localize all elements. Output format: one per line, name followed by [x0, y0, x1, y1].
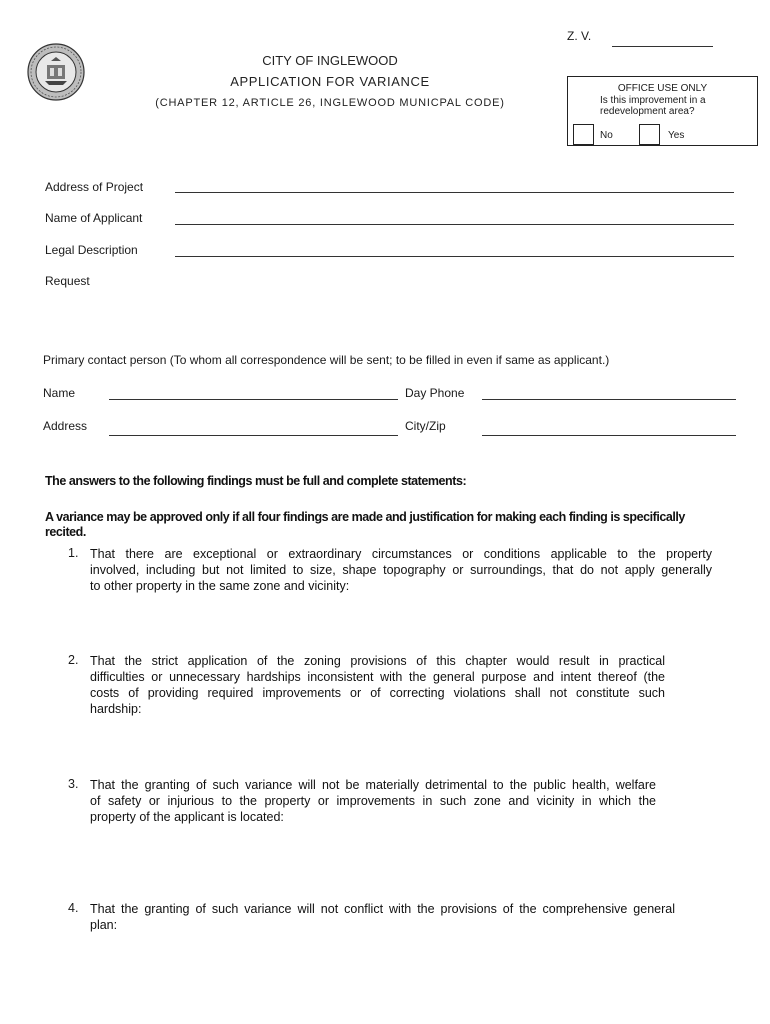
office-use-question: Is this improvement in a redevelopment area?: [600, 95, 706, 117]
yes-label: Yes: [668, 130, 685, 141]
request-label: Request: [45, 274, 90, 288]
form-title: APPLICATION FOR VARIANCE: [230, 74, 430, 89]
findings-note-line-1: A variance may be approved only if all four findings are made and justification for making each finding is specifically: [45, 510, 685, 524]
name-of-applicant-field[interactable]: [175, 224, 734, 225]
legal-description-label: Legal Description: [45, 243, 138, 257]
office-use-title: OFFICE USE ONLY: [617, 83, 708, 94]
finding-3-number: 3.: [68, 777, 79, 791]
address-of-project-field[interactable]: [175, 192, 734, 193]
city-seal-icon: [27, 43, 85, 101]
address-of-project-label: Address of Project: [45, 180, 144, 194]
office-use-box: [567, 76, 758, 146]
no-checkbox[interactable]: [573, 124, 594, 145]
primary-contact-intro: Primary contact person (To whom all correspondence will be sent; to be filled in even if same as applicant.): [43, 353, 610, 367]
city-zip-field[interactable]: [482, 435, 736, 436]
city-name: CITY OF INGLEWOOD: [262, 53, 398, 68]
day-phone-field[interactable]: [482, 399, 736, 400]
finding-2-text: That the strict application of the zoning provisions of this chapter would result in practical difficulties or unnecessary hardships inconsistent with the general purpose and intent thereof (the costs of providing required improvements or of correcting violations shall not constitute such hardship:: [90, 654, 665, 716]
yes-checkbox[interactable]: [639, 124, 660, 145]
finding-4-number: 4.: [68, 901, 79, 915]
finding-1-number: 1.: [68, 546, 79, 560]
contact-name-field[interactable]: [109, 399, 398, 400]
form-subtitle: (CHAPTER 12, ARTICLE 26, INGLEWOOD MUNICPAL CODE): [155, 97, 505, 109]
finding-4-text: That the granting of such variance will not conflict with the provisions of the comprehensive general plan:: [90, 902, 675, 932]
legal-description-field[interactable]: [175, 256, 734, 257]
findings-note-line-2: recited.: [45, 525, 86, 539]
zv-label: Z. V.: [567, 29, 592, 43]
finding-3-text: That the granting of such variance will not be materially detrimental to the public health, welfare of safety or injurious to the property or improvements in such zone and vicinity in which the property of the applicant is located:: [90, 778, 656, 824]
name-of-applicant-label: Name of Applicant: [45, 211, 143, 225]
city-zip-label: City/Zip: [405, 419, 446, 433]
no-label: No: [600, 130, 613, 141]
day-phone-label: Day Phone: [405, 386, 465, 400]
findings-heading: The answers to the following findings must be full and complete statements:: [45, 474, 467, 488]
finding-1-text: That there are exceptional or extraordinary circumstances or conditions applicable to the property involved, including but not limited to size, shape topography or surroundings, that do not apply generally to other property in the same zone and vicinity:: [90, 547, 712, 593]
zv-input-line[interactable]: [612, 46, 713, 47]
contact-address-field[interactable]: [109, 435, 398, 436]
contact-address-label: Address: [43, 419, 88, 433]
contact-name-label: Name: [43, 386, 76, 400]
finding-2-number: 2.: [68, 653, 79, 667]
